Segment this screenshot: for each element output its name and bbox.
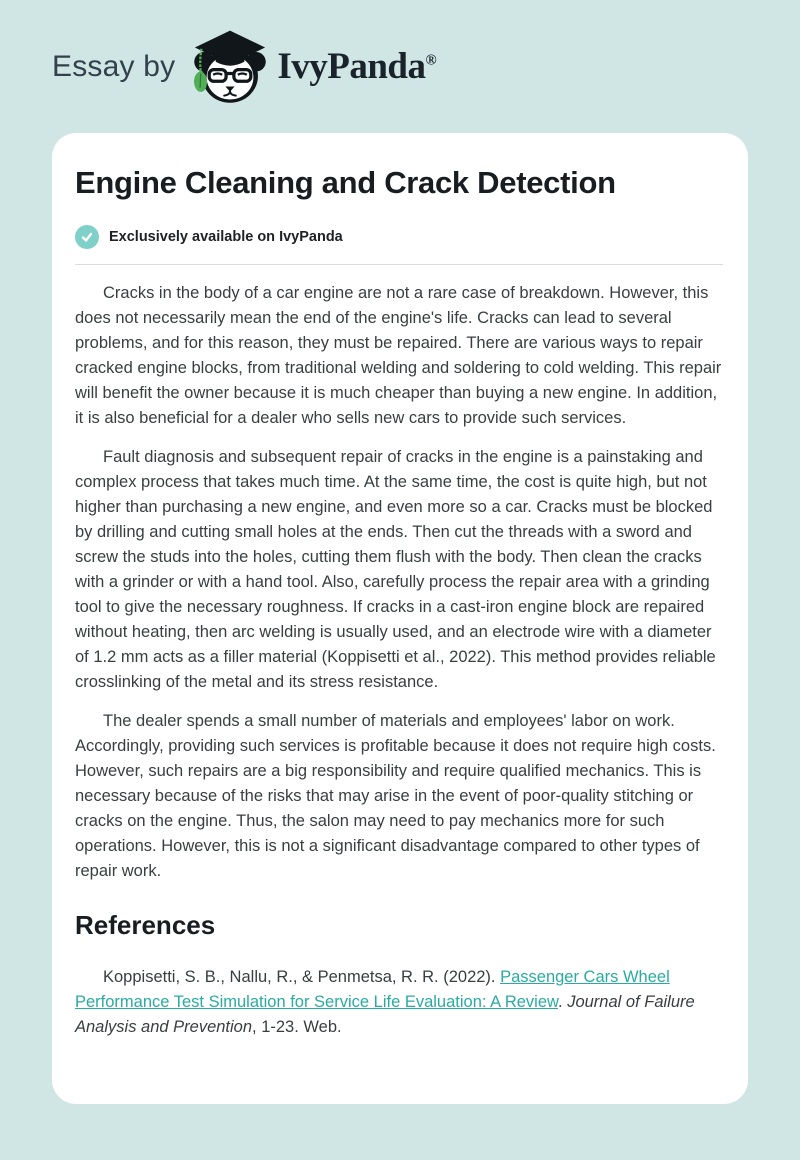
essay-by-label: Essay by — [52, 49, 176, 83]
page-title: Engine Cleaning and Crack Detection — [75, 165, 616, 200]
registered-mark: ® — [425, 52, 437, 69]
citation-tail: , 1-23. Web. — [252, 1018, 342, 1036]
ivypanda-panda-logo-icon — [191, 25, 269, 109]
citation-journal: Journal of Failure Analysis and Prevention — [75, 993, 695, 1036]
divider — [75, 264, 723, 265]
citation-separator: . — [558, 993, 568, 1011]
essay-paragraph: The dealer spends a small number of materials and employees' labor on work. Accordingly, providing such services is profitable because it does not require high costs. However, such repairs are a big responsibility and require qualified mechanics. This is necessary because of the risks that may arise in the event of poor-quality stitching or cracks on the engine. Thus, the salon may need to pay mechanics more for such operations. However, this is not a significant disadvantage compared to other types of repair work. — [75, 712, 716, 880]
ivypanda-logo[interactable] — [191, 25, 436, 109]
essay-paragraph: Cracks in the body of a car engine are not a rare case of breakdown. However, this does not necessarily mean the end of the engine's life. Cracks can lead to several problems, and for this reason, they must be repaired. There are various ways to repair cracked engine blocks, from traditional welding and soldering to cold welding. This repair will benefit the owner because it is much cheaper than buying a new engine. In addition, it is also beneficial for a dealer who sells new cars to provide such services. — [75, 284, 722, 427]
essay-card — [52, 133, 748, 1104]
exclusive-badge — [75, 225, 723, 249]
check-icon — [75, 225, 99, 249]
exclusive-badge-label: Exclusively available on IvyPanda — [109, 229, 343, 245]
citation-authors: Koppisetti, S. B., Nallu, R., & Penmetsa, R. R. (2022). — [103, 968, 501, 986]
reference-link[interactable]: Passenger Cars Wheel Performance Test Simulation for Service Life Evaluation: A Review — [75, 968, 670, 1011]
reference-citation — [75, 965, 723, 1040]
essay-paragraph: Fault diagnosis and subsequent repair of cracks in the engine is a painstaking and complex process that takes much time. At the same time, the cost is quite high, but not higher than purchasing a new engine, and even more so a car. Cracks must be blocked by drilling and cutting small holes at the ends. Then cut the threads with a sword and screw the studs into the holes, cutting them flush with the body. Then clean the cracks with a grinder or with a hand tool. Also, carefully process the repair area with a grinding tool to give the necessary roughness. If cracks in a cast-iron engine block are repaired without heating, then arc welding is usually used, and an electrode wire with a diameter of 1.2 mm acts as a filler material (Koppisetti et al., 2022). This method provides reliable crosslinking of the metal and its stress resistance. — [75, 448, 716, 691]
essay-body — [75, 281, 723, 884]
references-heading: References — [75, 910, 216, 940]
ivypanda-wordmark: IvyPanda® — [277, 46, 437, 87]
site-header — [0, 0, 800, 133]
